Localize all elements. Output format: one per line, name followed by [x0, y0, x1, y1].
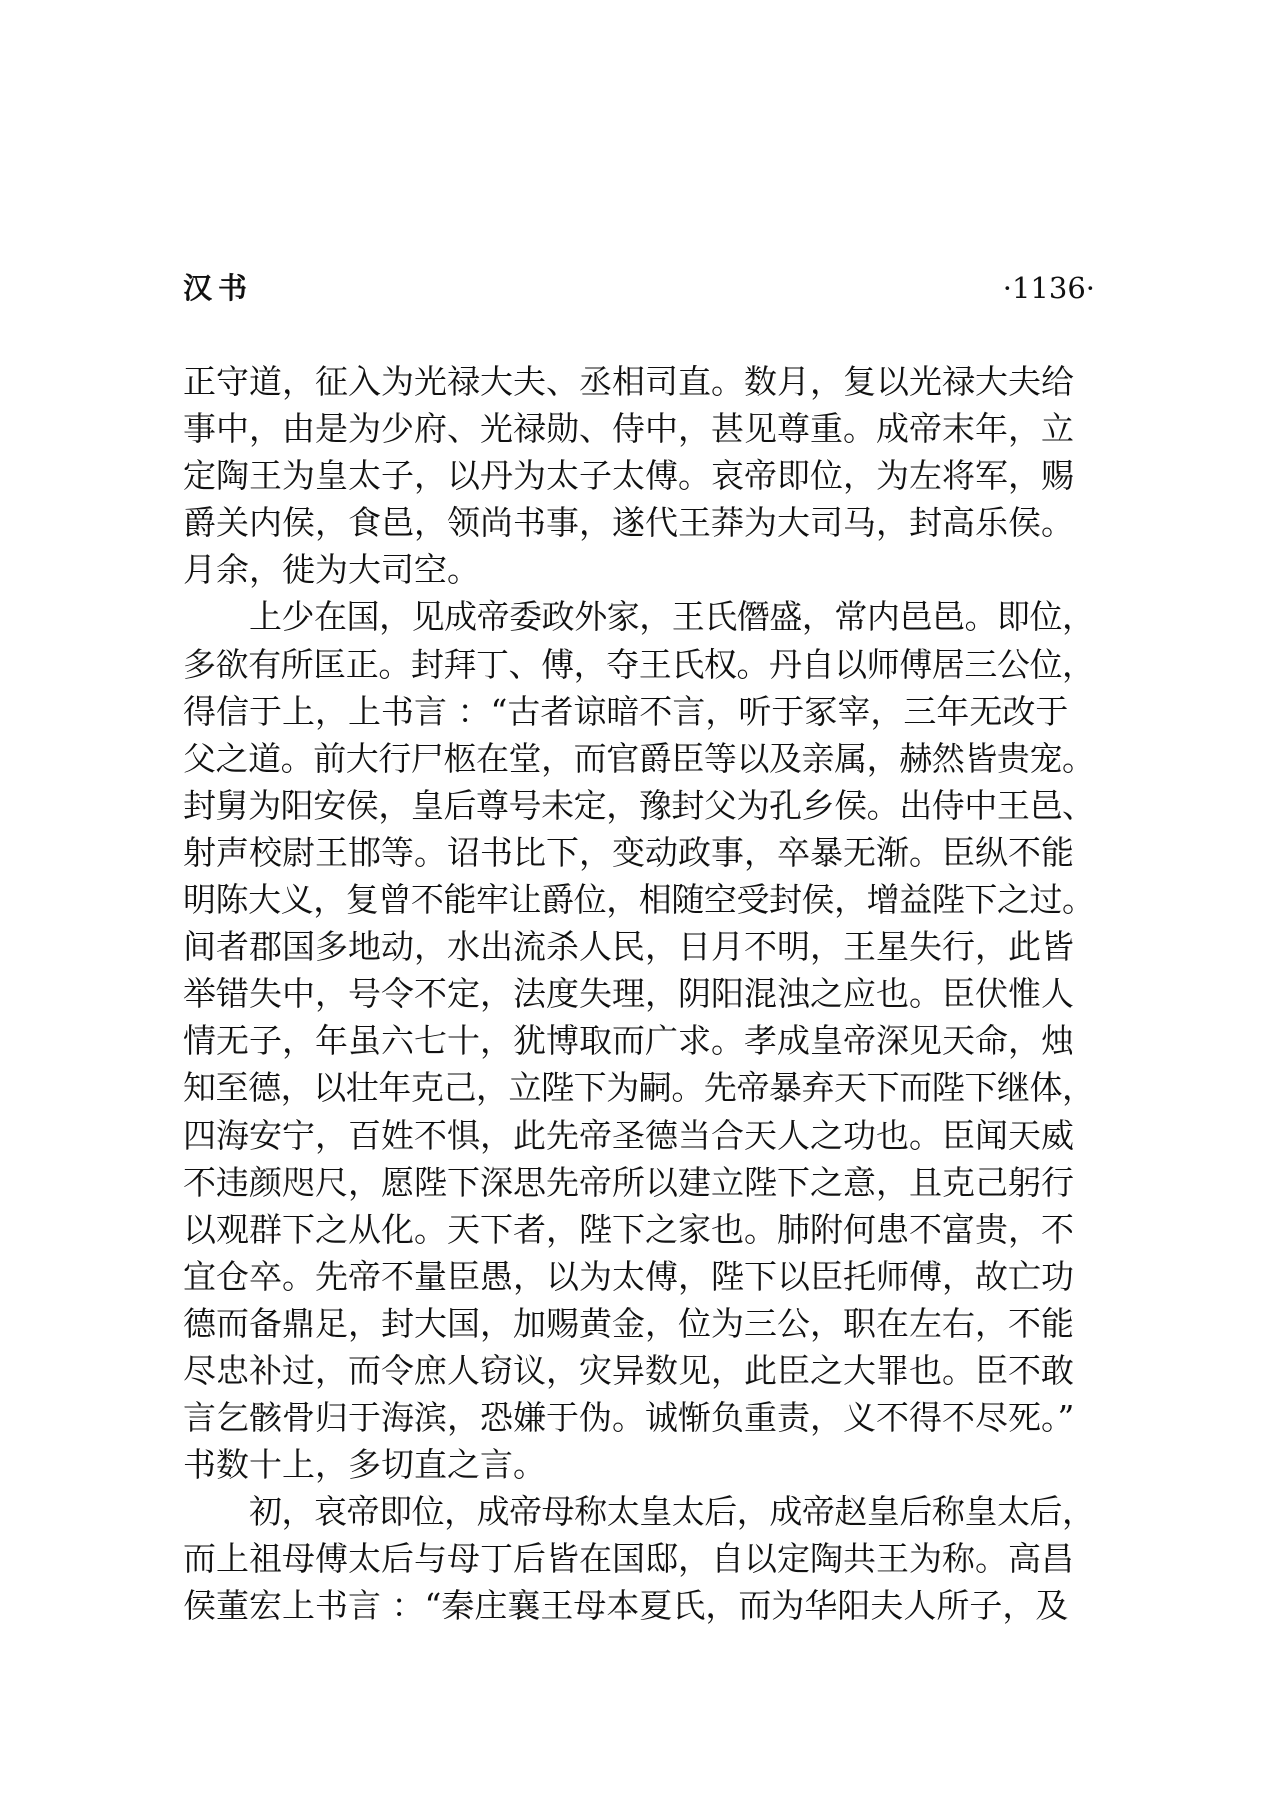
text-line: 上少在国，见成帝委政外家，王氏僭盛，常内邑邑。即位，: [249, 597, 1095, 637]
text-line: 爵关内侯，食邑，领尚书事，遂代王莽为大司马，封高乐侯。: [183, 503, 1074, 543]
text-line: 四海安宁，百姓不惧，此先帝圣德当合天人之功也。臣闻天威: [183, 1115, 1074, 1155]
book-title: 汉书: [183, 271, 254, 305]
text-line: 侯董宏上书言 ：“秦庄襄王母本夏氏，而为华阳夫人所子，及: [183, 1586, 1069, 1626]
text-line: 父之道。前大行尸柩在堂，而官爵臣等以及亲属，赫然皆贵宠。: [183, 738, 1095, 778]
text-line: 得信于上，上书言 ：“古者谅暗不言，听于冢宰，三年无改于: [183, 691, 1069, 731]
text-line: 知至德，以壮年克己，立陛下为嗣。先帝暴弃天下而陛下继体，: [183, 1068, 1095, 1108]
text-line: 德而备鼎足，封大国，加赐黄金，位为三公，职在左右，不能: [183, 1303, 1074, 1343]
text-line: 月余，徙为大司空。: [183, 550, 480, 590]
text-line: 初，哀帝即位，成帝母称太皇太后，成帝赵皇后称皇太后，: [249, 1492, 1095, 1532]
text-line: 而上祖母傅太后与母丁后皆在国邸，自以定陶共王为称。高昌: [183, 1539, 1074, 1579]
body-text: [183, 358, 1095, 1630]
text-line: 情无子，年虽六七十，犹博取而广求。孝成皇帝深见天命，烛: [183, 1021, 1074, 1061]
text-line: 以观群下之从化。天下者，陛下之家也。肺附何患不富贵，不: [183, 1209, 1074, 1249]
text-line: 正守道，征入为光禄大夫、丞相司直。数月，复以光禄大夫给: [183, 362, 1074, 401]
text-line: 举错失中，号令不定，法度失理，阴阳混浊之应也。臣伏惟人: [183, 974, 1074, 1014]
text-line: 宜仓卒。先帝不量臣愚，以为太傅，陛下以臣托师傅，故亡功: [183, 1256, 1074, 1296]
text-line: 尽忠补过，而令庶人窃议，灾异数见，此臣之大罪也。臣不敢: [183, 1350, 1074, 1390]
text-line: 事中，由是为少府、光禄勋、侍中，甚见尊重。成帝末年，立: [183, 409, 1074, 449]
page-number: ·1136·: [1002, 271, 1095, 305]
text-line: 射声校尉王邯等。诏书比下，变动政事，卒暴无渐。臣纵不能: [183, 832, 1074, 872]
page-header: [183, 268, 1095, 308]
text-line: 间者郡国多地动，水出流杀人民，日月不明，王星失行，此皆: [183, 927, 1074, 967]
text-line: 定陶王为皇太子，以丹为太子太傅。哀帝即位，为左将军，赐: [183, 456, 1074, 496]
text-line: 不违颜咫尺，愿陛下深思先帝所以建立陛下之意，且克己躬行: [183, 1162, 1074, 1202]
text-line: 封舅为阳安侯，皇后尊号未定，豫封父为孔乡侯。出侍中王邑、: [183, 785, 1095, 825]
text-line: 书数十上，多切直之言。: [183, 1445, 546, 1485]
text-line: 明陈大义，复曾不能牢让爵位，相随空受封侯，增益陛下之过。: [183, 880, 1095, 920]
text-line: 多欲有所匡正。封拜丁、傅，夺王氏权。丹自以师傅居三公位，: [183, 644, 1095, 684]
text-line: 言乞骸骨归于海滨，恐嫌于伪。诚惭负重责，义不得不尽死。”: [183, 1398, 1075, 1438]
